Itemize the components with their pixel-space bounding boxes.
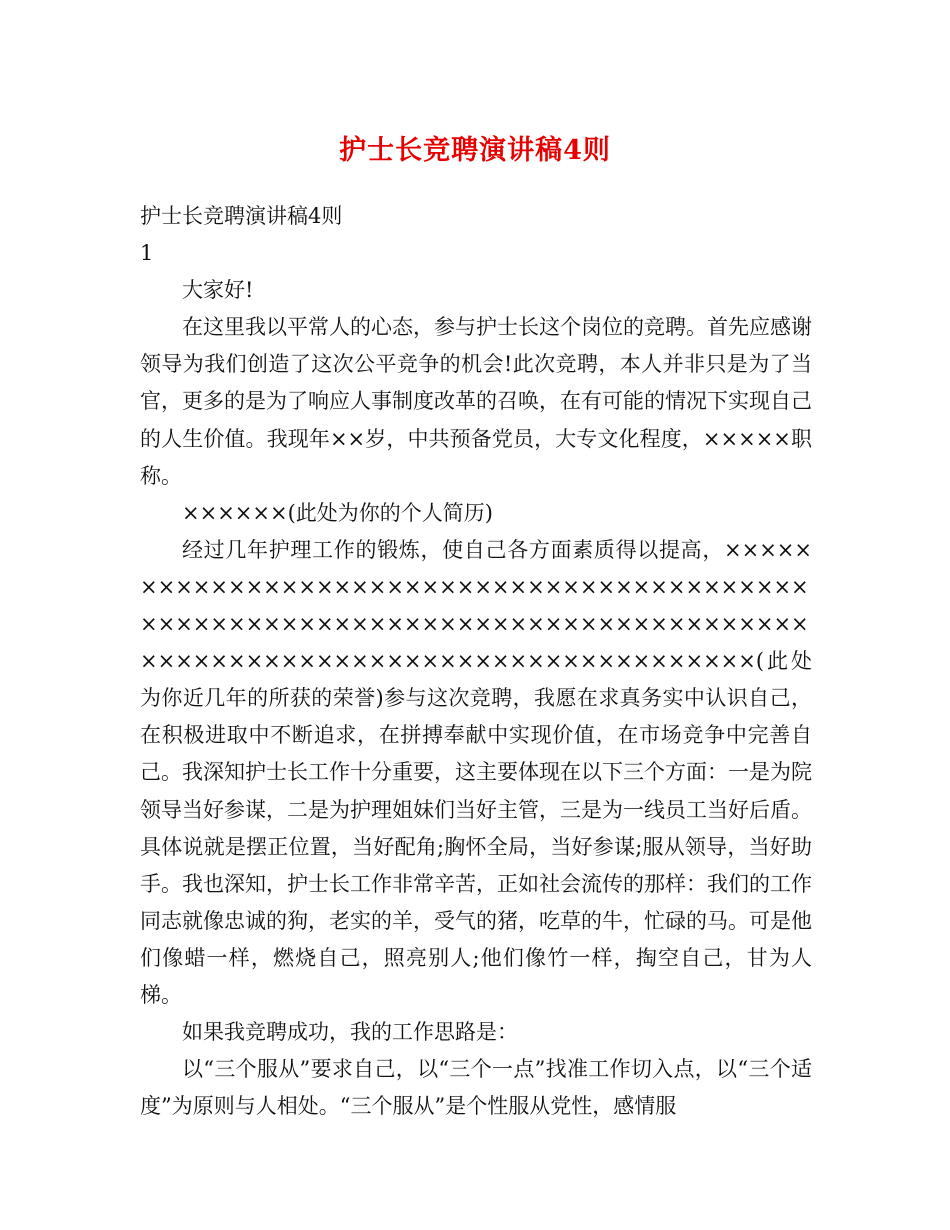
subtitle-line: 护士长竞聘演讲稿4则 (140, 204, 343, 228)
paragraph-resume: ××××××(此处为你的个人简历) (182, 500, 493, 525)
document-body (140, 198, 812, 1125)
paragraph-introduction: 在这里我以平常人的心态，参与护士长这个岗位的竞聘。首先应感谢领导为我们创造了这次公平竞争的机会!此次竞聘，本人并非只是为了当官，更多的是为了响应人事制度改革的召唤，在有可能的情况下实现自己的人生价值。我现年××岁，中共预备党员，大专文化程度，×××××职称。 (140, 315, 812, 488)
section-number: 1 (140, 241, 154, 266)
paragraph-three-principles: 以“三个服从”要求自己，以“三个一点”找准工作切入点，以“三个适度”为原则与人相处。“三个服从”是个性服从党性，感情服 (140, 1057, 812, 1119)
paragraph-greeting: 大家好! (182, 278, 254, 303)
paragraph-experience: 经过几年护理工作的锻炼，使自己各方面素质得以提高，××××××××××××××××××××××××××××××××××××××××××××××××××××××××××××××××××××××××××××××××××××××××××××××××××××××××××××××××××××(此处为你近几年的所获的荣誉)参与这次竞聘，我愿在求真务实中认识自己，在积极进取中不断追求，在拼搏奉献中实现价值，在市场竞争中完善自己。我深知护士长工作十分重要，这主要体现在以下三个方面：一是为院领导当好参谋，二是为护理姐妹们当好主管，三是为一线员工当好后盾。具体说就是摆正位置，当好配角;胸怀全局，当好参谋;服从领导，当好助手。我也深知，护士长工作非常辛苦，正如社会流传的那样：我们的工作同志就像忠诚的狗，老实的羊，受气的猪，吃草的牛，忙碌的马。可是他们像蜡一样，燃烧自己，照亮别人;他们像竹一样，掏空自己，甘为人梯。 (140, 537, 812, 1007)
document-title: 护士长竞聘演讲稿4则 (339, 135, 611, 166)
paragraph-plan-intro: 如果我竞聘成功，我的工作思路是： (182, 1020, 518, 1045)
